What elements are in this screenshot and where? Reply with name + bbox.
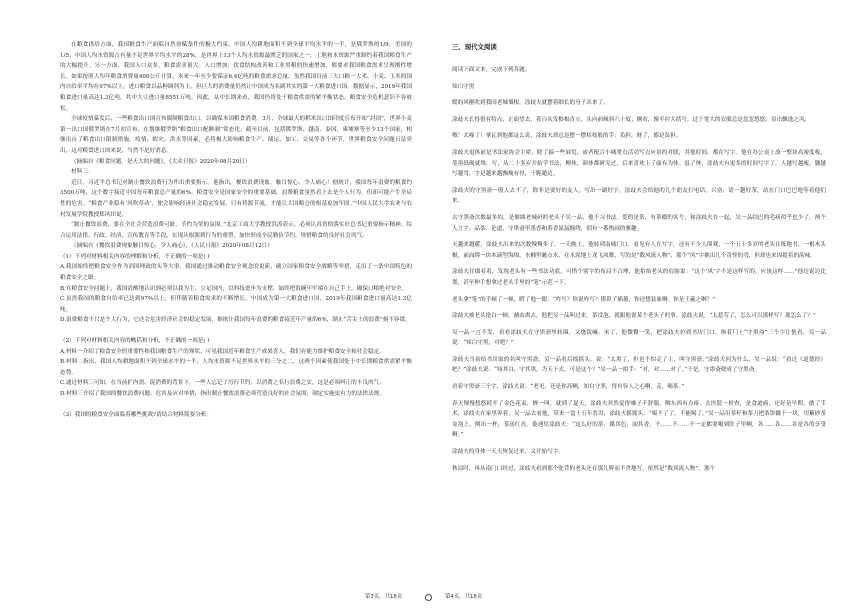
binding-circle-icon [425,594,432,601]
right-page [430,0,860,608]
question-1-option-c: C.虽然我国的粮食自给率已达到97%以上，但伴随着粮食需求的不断增长，中国成为第一大粮食进口国，2019年我国粮食进口量高达1.3亿吨。 [60,296,412,313]
question-2-option-d: D.材料三介绍了我国的餐饮浪费问题、危害及应对举措，指出制止餐饮浪费必须营造良好的社会氛围，制定实施更有力的法律法规。 [60,391,385,397]
question-3: （3）我国的粮食安全面临着哪些挑战?请结合材料简要分析。 [60,411,212,418]
question-2-option-b: B.材料二指出，我国人均耕地面积不到全球水平的一半，人均水资源不足世界水平的三分之二，这两个因素使我国处于中长期粮食供需紧平衡态势。 [60,359,412,376]
source-note-1: （摘编自《粮食问题，是天大的问题》，《大众日报》2020年08月20日） [71,158,251,165]
question-2-option-c: C.通过材料三可知，在当前扩内需、促消费的背景下，一些人忘记了厉行节约，以消费之名行浪费之实，这是必须纠正的不良风气。 [60,380,385,387]
story-para-10: 吴一品一言不发，看看涂歧夫在守黑斋里转圈，又烧饭嘛，末了，他微微一笑，把涂歧夫拉到书房门口，指着门上“守黑斋”三个字让他看，吴一品说：“知白守黑，对吧？” [452,329,826,347]
story-title: 知白守黑 [452,83,475,90]
story-para-4: 涂歧夫的守黑斋一般人去不了，除非是要好的友人，写出一副好字，涂歧夫会给他的几个朋友打电话，兴奋，请一趟好茶，站在门口巴巴地等着他们来。 [452,187,826,205]
left-para-2: 近日，习近平总书记对制止餐饮浪费行为作出重要指示。他指出，餐饮浪费现象，触目惊心、令人痛心！据统计，我国每年浪费的粮食约3500万吨，这个数字接近中国每年粮食总产量的6%。粮食安全是国家安全的重要基础，浪费粮食虽然看上去是个人行为，但却可能产生全局性的危害。“粮食产业稳有‘风吹草动’，便会影响经济社会稳定发展，只有将源节流，才能让大国粮仓的根基更加牢固。”中国人民大学农业与农村发展学院教授郑风田说。 [60,179,412,218]
question-1-option-a: A.我国始终把粮食安全作为治国理政的头等大事，我国通过推动粮食安全观念的更新，确立国家粮食安全战略等举措，走出了一条中国特色的粮食安全之路。 [60,264,412,282]
page-number-left: 第3页，共18页 [365,594,403,600]
left-para-0: 在粮食供给方面，我国粮食生产面临自然禀赋条件的极大约束。中国人均耕地面积不到全球平均水平的一半，是俄罗斯的1/9，美国的1/5；中国人均水资源占有量不足世界平均水平的28%，是世界上13个人均水资源最匮乏的国家之一。土地和水资源严重制约着我国粮食生产的大幅提升。另一方面，我国人口众多，粮食需求量大。人口增加，饮食结构改善和工业用粮的快速增加，都要求我国粮食需求呈现刚性增长。如果按照人均年粮食消费量400公斤计算，未来一年至少要保证6.4亿吨的粮食需求总量。虽然我国目前三大口粮一大米、小麦、玉米的国内自给率平均在97%以上，进口粮食以品种调剂为主。但巨大的消费量仍然让中国成为名副其实的第一大粮食进口国。数据显示，2019年我国粮食进口量高达1.3亿吨，其中大豆进口量8551万吨。因此，从中长期来看，我国仍将处于粮食供需的紧平衡状态，粮食安全危机意识不容放松。 [60,42,412,112]
left-para-1: 全球疫情暴发后，一些粮食出口国宣布限制粮食出口，以确保本国粮食消费。3月，全球最大的稻米出口国印度宣布开始“封国”，世界小麦第一出口国俄罗斯在7月初宣布，在划维俄罗斯“粮食出口配额制”常态化。截至目前，包括俄罗斯、越南、泰国、柬埔寨等至少13个国家，相继出台了粮食出口限制措施。疫情、蝗灾、洪水等因素，必将极大影响粮食生产、储运、加工、交易等各个环节，世界粮食安全问题日益突出，这对粮食进口国来说，当然不是好消息。 [60,116,412,154]
story-para-2: 呶！太瘦了！拿瓦到他都这么说，涂歧夫却总是摆一摆枯枝般的手：负担，财了，都是负担。 [452,133,682,140]
question-2: （2）下列对材料相关内容的概括和分析，不正确的一项是( ) [60,338,210,345]
story-para-15: 秋凉时，再从南门口经过，涂歧夫看到那个驼背的老头还在那儿辉而不舍地写，依然是“数风流人物”，那个 [452,465,716,472]
story-para-0: 暖的风刚吹到我国老城墙根，涂歧夫就摆着细长的身子出来了。 [452,100,609,107]
story-para-9: 涂歧夫被老头抢白一顿，涵由离去，他把吴一品叫过来，茶没泡，就跟他说某个老头子的事，涂歧夫说：“太惹劳了，怎么可以那样写？那怎么了？” [452,313,816,320]
section-heading: 三、现代文阅读 [452,43,497,51]
story-para-1: 涂歧夫长得很有特点，正面望去，花白头发根根直立，头向前倾斜六十度；侧看，像半拉大括号，过于宽大的衣服总是忽忽悠悠，显出飘逸之风。 [452,116,811,123]
story-para-8: 老头拿“笔”的手顿了一顿，瞪了他一眼：“咋写？你说咋写？猪鼻子插葱，你还想装象啊。你是王羲之啊？” [452,296,716,303]
reading-instruction: 阅读下面文本，完成下列各题。 [452,67,531,73]
source-note-2: （摘编自《餐饮浪费现象触目惊心、令人痛心》，《人民日报》2020年08月12日） [71,243,273,250]
story-para-3: 涂歧夫退休前是书法家协会主席，除了搞一些展览，或者配合小城重点活动写点应景的对联，其他时间，都在写字。他在办公桌上放一整块高密度板，笔墨纸砚就堆，写，从二十多岁开始学书法，柳体、颜体都研究过，后来喜欢上了康有为体。退了休，涂歧夫有更多的时间写字了，人越写越瘦，腰越写越弯，字是越来越飘瘦有骨，干脆邋边。 [452,149,826,178]
story-para-6: 天越来越暖，涂歧夫出来的次数慢慢多了。一天晚上，他转到南城门口，看见有人在写字，还有不少人围观，一个五十多岁的老头在练地书，一根木头棍，前面绑一块木滴型海绵，水桶里蘸点水，在水泥地上龙飞凤舞，写的是“数风流人物”，那个“风”字挑出几个奇怪的弯，但却也来因提着的韵味。 [452,242,826,259]
story-para-7: 涂歧夫仔细看着，发现老头有一些书法功底，可惜个别字的布局不合理，他拍拍老头的肩膀说：“这个‘风’字不是这样写的，应该这样……”他边说边比划，甚至伸手想拿过老头手里的“笔”示范一下。 [452,269,826,286]
left-para-3: “制止餐饮浪费，要在全社会营造浪费可耻、节约为荣的氛围。”北京工商大学教授洪涛表示，必须认真贯彻落实好总书记重要指示精神，综合运用法律、行政、经济、宣传教育等手段，实现从根源到行为的重塑，加快形成全民勤俭节约、珍惜粮食的良好社会风气。 [60,222,412,239]
question-1-option-d: D.浪费粮食不只是个人行为，它还会危害经济社会的稳定发展，据统计我国每年浪费的粮食接近年产量的6%，制止“舌尖上的浪费”刻不容缓。 [60,317,411,324]
story-para-13: 春天慢慢悠悠耗开了金色花束，蝉一叫，就到了夏天，涂歧夫突然觉得嗓子不舒服，咽东西有点疼，去医院一检查，是食道癌，还好是早期，做了手术，涂歧夫在家里养着，吴一品去看他，带来一盒十五年普洱，涂歧夫摇摇头：“喝不了了，不能喝了。”吴一品用茶杆和茶刀把茶饼撬下一块，用紫砂茶壶泡上，倒出一杯，茶汤红亮。他递给涂歧夫：“这么好的茶，媒其色，闻其香，不……不……不一定都要喝到肚子里啊，各……各……各是各的享受啊。” [452,400,826,439]
question-1: （1）下列对材料相关内容的理解和分析，不正确的一项是( ) [60,253,210,260]
story-para-5: 去守黑斋次数最多的，是姬圆老城码的老头子吴一品，他不习书法，爱的是茶，有茶瘾的名号，和涂歧夫在一起，吴一品结巴的毛病似乎也少了，两个人言字，品茶、论道，守黑斋里墨香和茶香氤氲缠绕，别有一番热闹的雅趣。 [452,214,826,232]
material-3-title: 材料三： [71,169,94,176]
page-number-right: 第4页，共18页 [445,594,483,600]
question-2-option-a: A.材料一介绍了粮食安全的重要性和我国粮食生产的现状，可见我国近年粮食生产成果喜人，我们有能力维护粮食安全和社会稳定。 [60,348,385,355]
story-para-11: 涂歧夫当初给书房取的名叫守黑斋，吴一品看后摇摇头，说：“太黑了，但也不怕走了上，叫守黑斋。”涂歧夫问为什么，吴一品说：“看过《道德经》吧？”涂歧夫说：“知其白，守其黑，为天下式，可是这个？”吴一品一拍手：“对，对……对了。”于是，守墨斋便成了守黑斋。 [452,356,826,374]
story-para-12: 看着守黑斋三个字，涂歧夫说：“老见，还是你高啊，知白守黑，得有容人之心啊，走，喝茶。” [452,384,685,391]
question-1-option-b: B.在粮食安全问题上，我国清醒地认识到必须以我为主，立足国内，以科技进步为支撑，始终把饭碗牢牢端在自己手上，确保口粮绝对安全。 [60,285,408,292]
story-para-14: 涂歧夫的身体一天天恢复过来，又开始写字。 [452,449,564,456]
